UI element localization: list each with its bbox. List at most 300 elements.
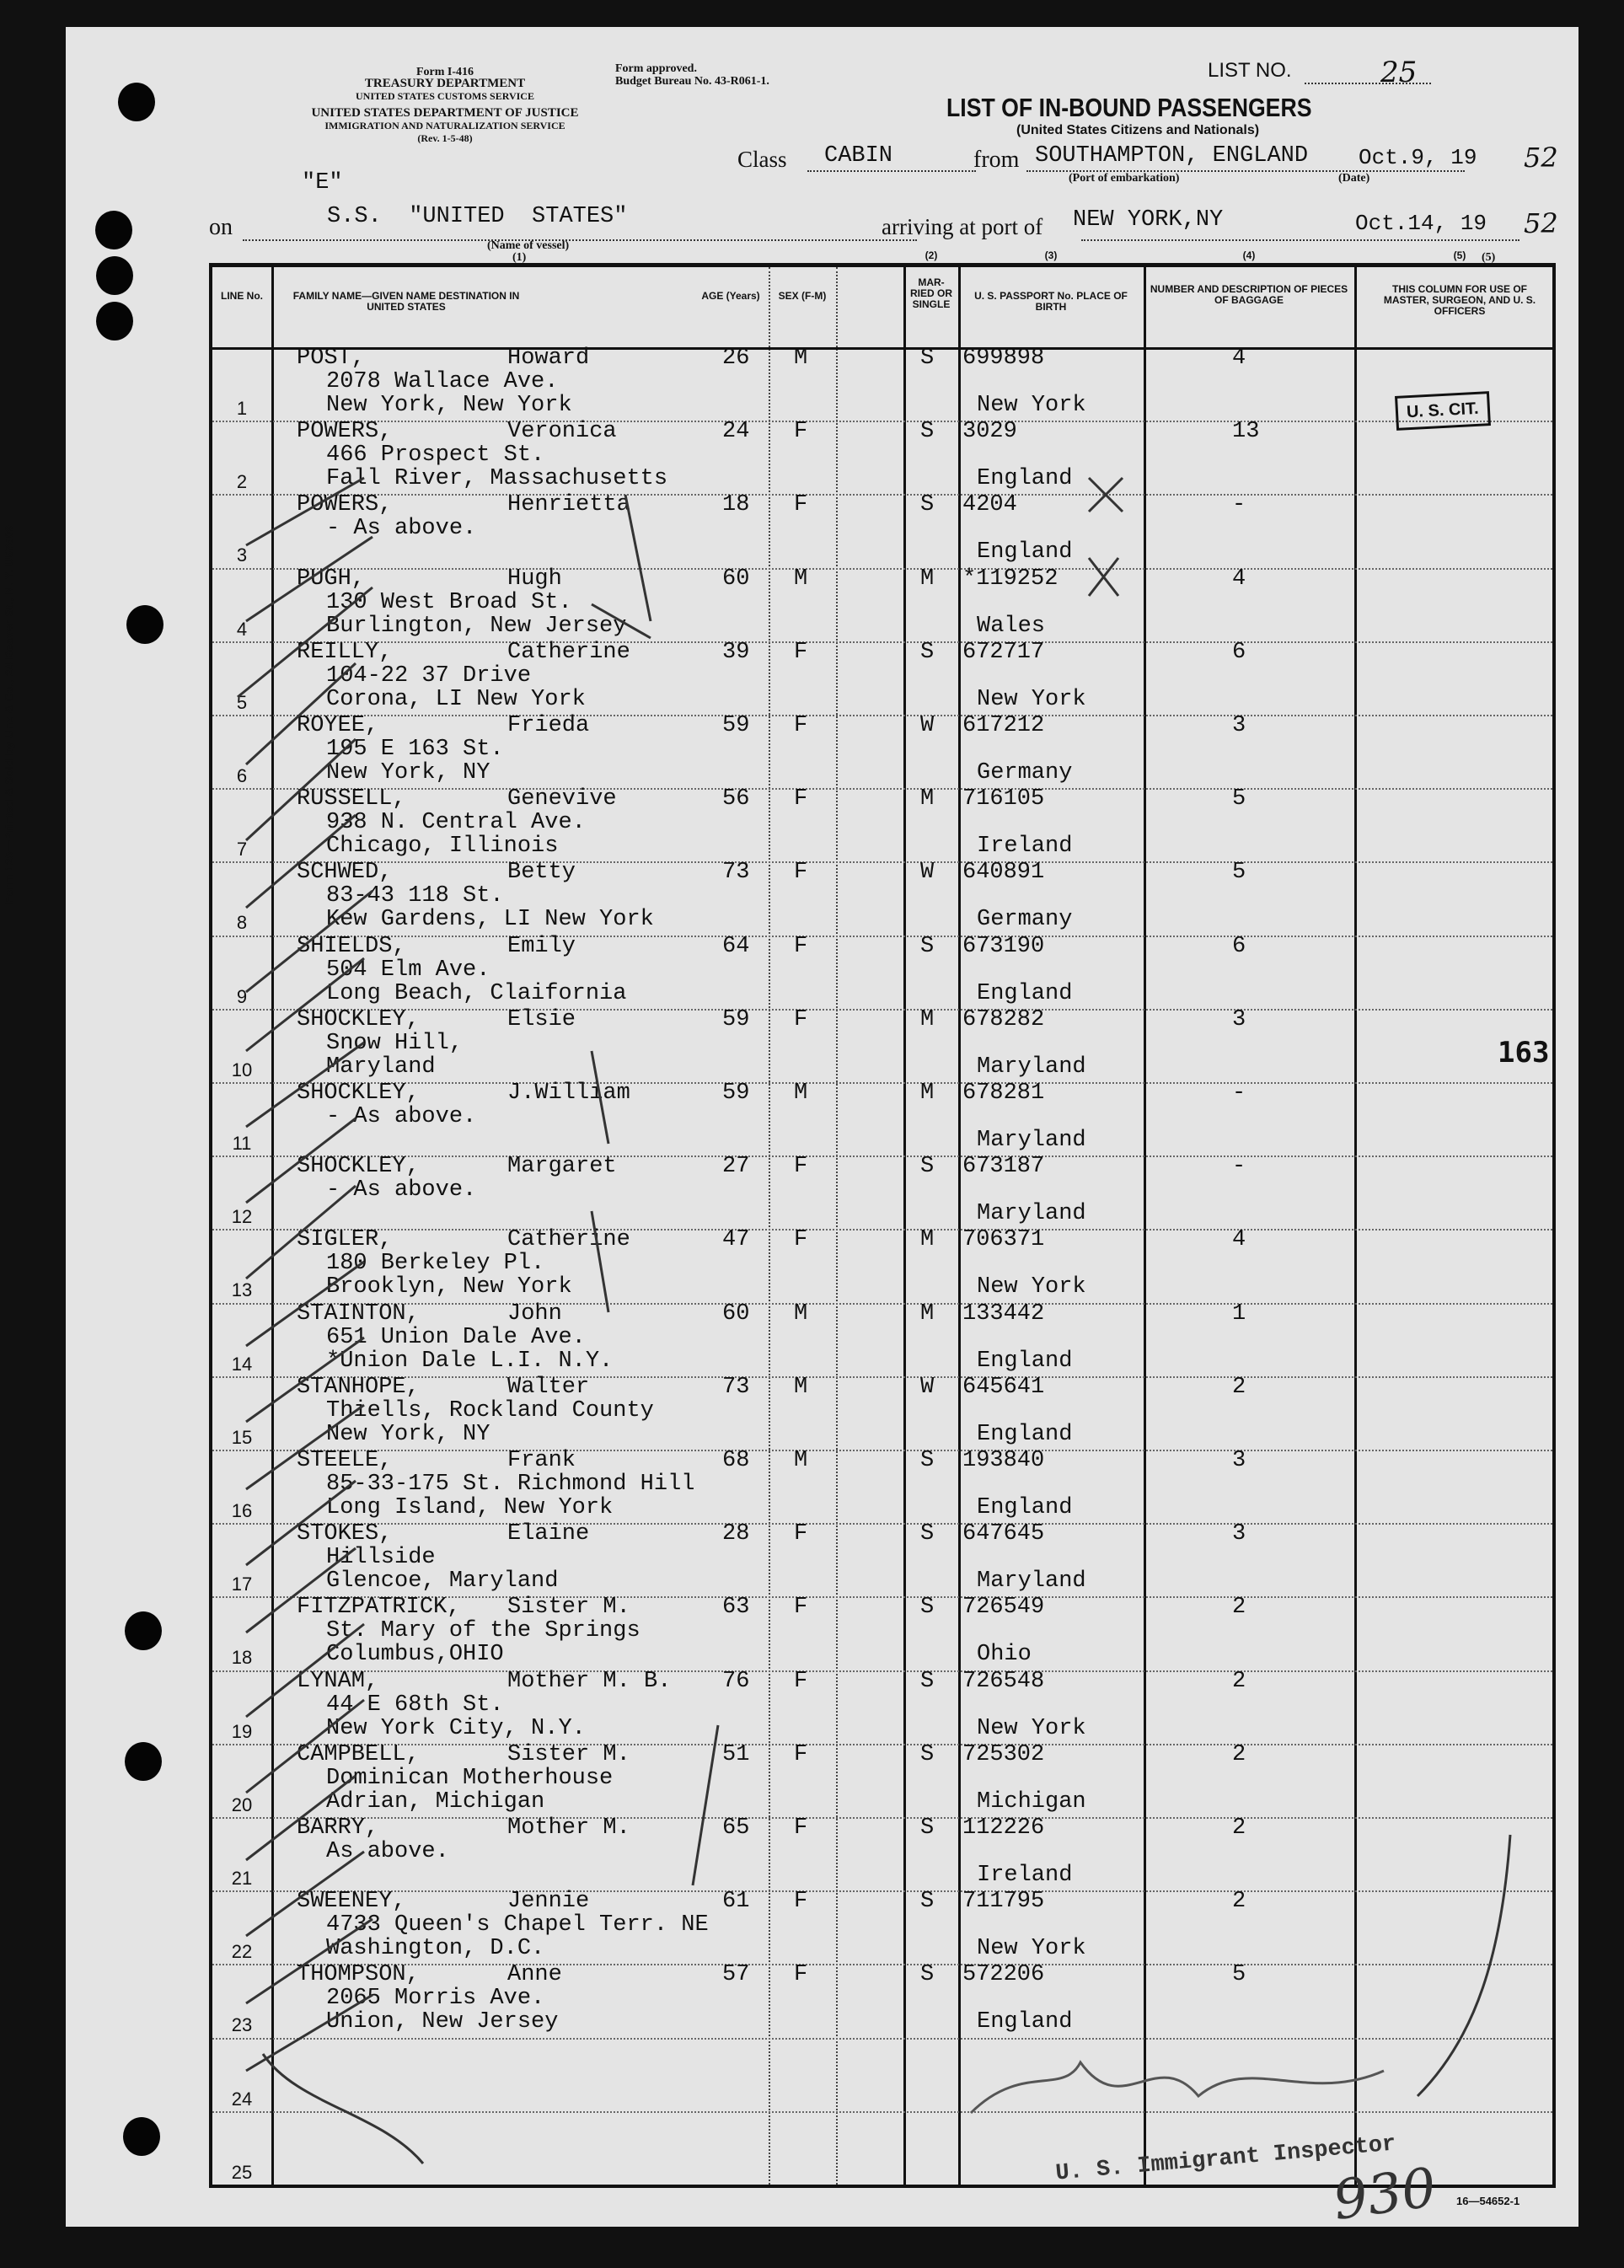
sex: F bbox=[794, 1668, 808, 1694]
baggage-count: 4 bbox=[1232, 566, 1246, 592]
address-line-1: Thiells, Rockland County bbox=[326, 1397, 654, 1424]
place-of-birth: New York bbox=[977, 686, 1086, 712]
given-name: Catherine bbox=[507, 639, 630, 665]
family-name: STAINTON, bbox=[297, 1300, 420, 1327]
address-line-2: Glencoe, Maryland bbox=[326, 1568, 559, 1595]
arriving-year: 52 bbox=[1524, 207, 1558, 239]
passport-number: 112226 bbox=[962, 1815, 1045, 1841]
passport-number: 673187 bbox=[962, 1154, 1045, 1180]
address-line-1: Dominican Motherhouse bbox=[326, 1765, 614, 1791]
address-line-1: 85-33-175 St. Richmond Hill bbox=[326, 1472, 695, 1497]
given-name: Mother M. bbox=[507, 1815, 630, 1841]
family-name: BARRY, bbox=[297, 1815, 379, 1841]
marital-status: S bbox=[920, 1889, 935, 1915]
age: 59 bbox=[722, 713, 750, 738]
col-line-no: LINE No. bbox=[221, 290, 263, 302]
treasury-dept: TREASURY DEPARTMENT bbox=[364, 77, 526, 90]
marital-status: M bbox=[920, 1006, 935, 1032]
sex: F bbox=[794, 1006, 808, 1032]
age: 28 bbox=[722, 1521, 750, 1547]
family-name: SHIELDS, bbox=[297, 933, 406, 959]
address-line-1: Hillside bbox=[326, 1545, 436, 1571]
address-line-1: 466 Prospect St. bbox=[326, 442, 545, 469]
age: 24 bbox=[722, 419, 750, 445]
line-number: 3 bbox=[236, 544, 248, 566]
passport-number: 4204 bbox=[962, 492, 1017, 518]
family-name: PUGH, bbox=[297, 566, 366, 592]
inspector-number: 930 bbox=[1329, 2156, 1440, 2233]
address-line-1: 651 Union Dale Ave. bbox=[326, 1324, 586, 1350]
address-line-2: New York, NY bbox=[326, 1421, 490, 1447]
age: 60 bbox=[722, 1300, 750, 1327]
address-line-1: - As above. bbox=[326, 516, 477, 542]
age: 39 bbox=[722, 639, 750, 665]
punch-hole bbox=[126, 605, 163, 644]
place-of-birth: Maryland bbox=[977, 1054, 1086, 1080]
passport-number: 673190 bbox=[962, 933, 1045, 959]
place-of-birth: New York bbox=[977, 1274, 1086, 1300]
punch-hole bbox=[125, 1611, 162, 1650]
marital-status: S bbox=[920, 1962, 935, 1988]
from-label: from bbox=[973, 147, 1020, 173]
form-approved: Form approved. bbox=[615, 62, 697, 75]
sex: F bbox=[794, 1595, 808, 1621]
punch-hole bbox=[125, 1742, 162, 1781]
place-of-birth: Maryland bbox=[977, 1201, 1086, 1227]
place-of-birth: New York bbox=[977, 1936, 1086, 1962]
family-name: SHOCKLEY, bbox=[297, 1006, 420, 1032]
line-number: 10 bbox=[231, 1059, 253, 1080]
address-line-1: 4733 Queen's Chapel Terr. NE bbox=[326, 1912, 709, 1938]
address-line-2: Washington, D.C. bbox=[326, 1936, 545, 1962]
us-citizen-stamp: U. S. CIT. bbox=[1395, 391, 1491, 431]
address-line-1: 83-43 118 St. bbox=[326, 883, 504, 909]
marital-status: S bbox=[920, 1521, 935, 1547]
baggage-count: 2 bbox=[1232, 1668, 1246, 1694]
place-of-birth: Maryland bbox=[977, 1128, 1086, 1153]
given-name: Sister M. bbox=[507, 1741, 630, 1767]
place-of-birth: England bbox=[977, 2009, 1073, 2035]
inspector-stamp: U. S. Immigrant Inspector bbox=[1054, 2131, 1397, 2187]
passport-number: 193840 bbox=[962, 1448, 1045, 1473]
given-name: Elsie bbox=[507, 1006, 576, 1032]
given-name: Margaret bbox=[507, 1154, 617, 1180]
class-value: CABIN bbox=[824, 143, 893, 169]
line-number: 2 bbox=[236, 471, 248, 493]
line-number: 20 bbox=[231, 1793, 253, 1815]
given-name: Elaine bbox=[507, 1521, 590, 1547]
baggage-count: 6 bbox=[1232, 639, 1246, 665]
marital-status: S bbox=[920, 1595, 935, 1621]
col-baggage: NUMBER AND DESCRIPTION OF PIECES OF BAGGAGE bbox=[1150, 283, 1348, 306]
on-label: on bbox=[209, 214, 233, 240]
family-name: LYNAM, bbox=[297, 1668, 379, 1694]
marital-status: S bbox=[920, 346, 935, 371]
from-date: Oct.9, 19 bbox=[1359, 145, 1477, 170]
baggage-count: 3 bbox=[1232, 1006, 1246, 1032]
vessel-name: S.S. "UNITED STATES" bbox=[327, 204, 628, 229]
passport-number: 711795 bbox=[962, 1889, 1045, 1915]
line-number: 6 bbox=[236, 765, 248, 786]
ins-service: IMMIGRATION AND NATURALIZATION SERVICE bbox=[324, 120, 565, 131]
line-number: 8 bbox=[236, 912, 248, 934]
place-of-birth: Germany bbox=[977, 760, 1073, 785]
col-married: MAR- RIED OR SINGLE bbox=[909, 276, 952, 310]
marital-status: W bbox=[920, 713, 935, 738]
family-name: SHOCKLEY, bbox=[297, 1080, 420, 1106]
marital-status: S bbox=[920, 492, 935, 518]
line-number: 12 bbox=[231, 1206, 253, 1228]
pencil-annotations bbox=[212, 267, 1552, 2185]
age: 60 bbox=[722, 566, 750, 592]
address-line-2: Union, New Jersey bbox=[326, 2009, 559, 2035]
customs-service: UNITED STATES CUSTOMS SERVICE bbox=[356, 90, 534, 102]
passport-number: 678281 bbox=[962, 1080, 1045, 1106]
age: 65 bbox=[722, 1815, 750, 1841]
budget-bureau: Budget Bureau No. 43-R061-1. bbox=[615, 75, 769, 88]
baggage-count: 2 bbox=[1232, 1595, 1246, 1621]
baggage-count: 3 bbox=[1232, 1521, 1246, 1547]
passport-number: 706371 bbox=[962, 1227, 1045, 1253]
passport-number: *119252 bbox=[962, 566, 1059, 592]
revision: (Rev. 1-5-48) bbox=[417, 132, 473, 144]
marital-status: S bbox=[920, 1815, 935, 1841]
sex: M bbox=[794, 566, 808, 592]
port-caption: (Port of embarkation) bbox=[1069, 172, 1180, 185]
sex: F bbox=[794, 639, 808, 665]
address-line-2: Long Island, New York bbox=[326, 1495, 614, 1520]
baggage-count: 3 bbox=[1232, 713, 1246, 738]
place-of-birth: New York bbox=[977, 1715, 1086, 1741]
passenger-list-page: Form 125—Printed & Sold by Unz & Co., 24 Beaver St., N. Y. U57509 Form I-416 TREASURY DEPARTMENT UNITED STATES CUSTOMS SERVICE UNITED STATES DEPARTMENT OF JUSTICE IMMIGRATION AND NATURALIZATION SERVICE (Rev. 1-5-48) Form approved. Budget Bureau No. 43-R061-1. LIST NO. 25 LIST OF IN-BOUND PASSENGERS (United States Citizens and Nationals) Class CABIN from SOUTHAMPTON, ENGLAND Oct.9, 19 52 (Port of embarkation) (Date) "E" on S.S. "UNITED STATES" (Name of vessel) (1) arriving at port of NEW YORK,NY Oct.14, 19 52 (5) LINE No. FAMILY NAME—GIVEN NAME DESTINATION IN UNITED STATES AGE (Years) SEX (F-M) MAR- RIED OR SINGLE (2) U. S. PASSPORT No. PLACE OF BIRTH (3) NUMBER AND DESCRIPTION OF PIECES OF BAGGAGE (4) THIS COLUMN FOR USE OF MASTER, SURGEON, AND U. S. OFFICERS (5) 1 POST, Howard 26 M 2078 Wallace Ave. New York, New York S 699898 New York 4 2 POWERS, Veronica 24 F 466 Prospect St. Fall River, Massachusetts S 3029 England 13 3 POWERS, Henrietta 18 F - As above. S 4204 England - 4 PUGH, Hugh 60 M 130 West Broad St. Burlington, New Jersey M *119252 Wales 4 5 REILLY, Catherine 39 F 104-22 37 Drive Corona, LI New York S 672717 New York 6 6 ROYEE, Frieda 59 F 195 E 163 St. New York, NY W 617212 Germany 3 7 RUSSELL, Genevive 56 F 938 N. Central Ave. Chicago, Illinois M 716105 Ireland 5 8 SCHWED, Betty 73 F 83-43 118 St. Kew Gardens, LI New York W 640891 Germany 5 9 SHIELDS, Emily 64 F 504 Elm Ave. Long Beach, Claifornia S 673190 England 6 10 SHOCKLEY, Elsie 59 F Snow Hill, Maryland M 678282 Maryland 3 11 SHOCKLEY, J.William 59 M - As above. M 678281 Maryland - 12 SHOCKLEY, Margaret 27 F - As above. S 673187 Maryland - 13 SIGLER, Catherine 47 F 180 Berkeley Pl. Brooklyn, New York M 706371 New York 4 14 STAINTON, John 60 M 651 Union Dale Ave. *Union Dale L.I. N.Y. M 133442 England 1 15 STANHOPE, Walter 73 M Thiells, Rockland County New York, NY W 645641 England 2 16 STEELE, Frank 68 M 85-33-175 St. Richmond Hill Long Island, New York S 193840 England 3 17 STOKES, Elaine 28 F Hillside Glencoe, Maryland S 647645 Maryland 3 18 FITZPATRICK, Sister M. 63 F St. Mary of the Springs Columbus,OHIO S 726549 Ohio 2 19 LYNAM, Mother M. B. 76 F 44 E 68th St. New York City, N.Y. S 726548 New York 2 20 CAMPBELL, Sister M. 51 F Dominican Motherhouse Adrian, Michigan S 725302 Michigan 2 21 BARRY, Mother M. 65 F As above. S 112226 Ireland 2 22 SWEENEY, Jennie 61 F 4733 Queen's Chapel Terr. NE Washington, D.C. S 711795 New York 2 23 THOMPSON, Anne 57 F 2065 Morris Ave. Union, New Jersey S 572206 England 5 24 25 U. S. CIT. 163 U. S. Immigrant Inspector 930 16—54652-1 bbox=[66, 27, 1578, 2227]
sex: F bbox=[794, 1154, 808, 1180]
vessel-col-number: (1) bbox=[512, 251, 527, 264]
family-name: SCHWED, bbox=[297, 860, 393, 886]
given-name: John bbox=[507, 1300, 562, 1327]
justice-dept: UNITED STATES DEPARTMENT OF JUSTICE bbox=[311, 106, 579, 120]
marital-status: S bbox=[920, 639, 935, 665]
passport-number: 726549 bbox=[962, 1595, 1045, 1621]
age: 56 bbox=[722, 786, 750, 812]
address-line-1: 44 E 68th St. bbox=[326, 1692, 504, 1718]
address-line-1: 104-22 37 Drive bbox=[326, 662, 532, 689]
sex: F bbox=[794, 713, 808, 738]
given-name: Catherine bbox=[507, 1227, 630, 1253]
family-name: STANHOPE, bbox=[297, 1374, 420, 1400]
address-line-1: 130 West Broad St. bbox=[326, 589, 572, 615]
sex: M bbox=[794, 346, 808, 371]
punch-hole bbox=[95, 211, 132, 249]
place-of-birth: England bbox=[977, 539, 1073, 566]
date-col-number: (5) bbox=[1482, 251, 1496, 264]
given-name: Veronica bbox=[507, 419, 617, 445]
passenger-count: 163 bbox=[1498, 1036, 1550, 1070]
line-number: 16 bbox=[231, 1500, 253, 1521]
line-number: 1 bbox=[236, 398, 248, 419]
col-officers: THIS COLUMN FOR USE OF MASTER, SURGEON, AND U. S. OFFICERS bbox=[1383, 283, 1536, 317]
date-caption: (Date) bbox=[1338, 172, 1370, 185]
age: 59 bbox=[722, 1080, 750, 1106]
given-name: Anne bbox=[507, 1962, 562, 1988]
marital-status: S bbox=[920, 419, 935, 445]
address-line-2: Long Beach, Claifornia bbox=[326, 980, 627, 1006]
address-line-2: Columbus,OHIO bbox=[326, 1642, 504, 1668]
baggage-count: 3 bbox=[1232, 1448, 1246, 1473]
age: 27 bbox=[722, 1154, 750, 1180]
col-passport-num: (3) bbox=[1044, 249, 1058, 261]
baggage-count: 5 bbox=[1232, 1962, 1246, 1988]
given-name: Jennie bbox=[507, 1889, 590, 1915]
punch-hole bbox=[96, 302, 133, 340]
marital-status: M bbox=[920, 1080, 935, 1106]
line-number: 5 bbox=[236, 691, 248, 713]
place-of-birth: England bbox=[977, 1495, 1073, 1520]
given-name: Hugh bbox=[507, 566, 562, 592]
address-line-2: Burlington, New Jersey bbox=[326, 613, 627, 639]
line-number: 14 bbox=[231, 1353, 253, 1375]
tally-marks bbox=[238, 478, 1510, 2163]
arriving-date: Oct.14, 19 bbox=[1355, 211, 1487, 236]
address-line-1: - As above. bbox=[326, 1177, 477, 1204]
col-officers-num: (5) bbox=[1453, 249, 1466, 261]
line-number: 22 bbox=[231, 1941, 253, 1963]
passport-number: 716105 bbox=[962, 786, 1045, 812]
col-baggage-num: (4) bbox=[1242, 249, 1256, 261]
line-number: 17 bbox=[231, 1574, 253, 1595]
baggage-count: - bbox=[1232, 1154, 1246, 1180]
address-line-1: 195 E 163 St. bbox=[326, 737, 504, 762]
punch-hole bbox=[118, 83, 155, 121]
vessel-caption: (Name of vessel) bbox=[487, 239, 570, 252]
place-of-birth: Maryland bbox=[977, 1568, 1086, 1595]
sex: F bbox=[794, 419, 808, 445]
place-of-birth: England bbox=[977, 1421, 1073, 1447]
footer-code: 16—54652-1 bbox=[1456, 2195, 1520, 2207]
given-name: Howard bbox=[507, 346, 590, 371]
col-name: FAMILY NAME—GIVEN NAME DESTINATION IN UNITED STATES bbox=[292, 290, 520, 313]
place-of-birth: England bbox=[977, 1348, 1073, 1374]
place-of-birth: Ohio bbox=[977, 1642, 1032, 1668]
baggage-count: - bbox=[1232, 492, 1246, 518]
sex: M bbox=[794, 1448, 808, 1473]
given-name: Henrietta bbox=[507, 492, 630, 518]
arriving-label: arriving at port of bbox=[882, 214, 1043, 239]
line-number: 21 bbox=[231, 1868, 253, 1889]
address-line-2: New York City, N.Y. bbox=[326, 1715, 586, 1741]
place-of-birth: Germany bbox=[977, 907, 1073, 933]
sex: F bbox=[794, 933, 808, 959]
baggage-count: 4 bbox=[1232, 346, 1246, 371]
line-number: 19 bbox=[231, 1720, 253, 1742]
baggage-count: 2 bbox=[1232, 1374, 1246, 1400]
address-line-1: 2078 Wallace Ave. bbox=[326, 369, 559, 394]
baggage-count: 5 bbox=[1232, 860, 1246, 886]
marital-status: S bbox=[920, 1154, 935, 1180]
place-of-birth: Michigan bbox=[977, 1788, 1086, 1815]
given-name: Mother M. B. bbox=[507, 1668, 672, 1694]
family-name: SWEENEY, bbox=[297, 1889, 406, 1915]
sex: F bbox=[794, 1962, 808, 1988]
address-line-2: New York, NY bbox=[326, 760, 490, 785]
address-line-2: Maryland bbox=[326, 1054, 436, 1080]
line-number: 18 bbox=[231, 1647, 253, 1669]
family-name: POST, bbox=[297, 346, 366, 371]
baggage-count: 6 bbox=[1232, 933, 1246, 959]
given-name: Betty bbox=[507, 860, 576, 886]
col-passport: U. S. PASSPORT No. PLACE OF BIRTH bbox=[974, 290, 1128, 313]
line-number: 11 bbox=[232, 1133, 252, 1154]
given-name: Walter bbox=[507, 1374, 590, 1400]
address-line-2: Fall River, Massachusetts bbox=[326, 466, 668, 492]
place-of-birth: England bbox=[977, 466, 1073, 492]
punch-hole bbox=[123, 2117, 160, 2156]
from-year: 52 bbox=[1524, 142, 1558, 174]
passport-number: 133442 bbox=[962, 1300, 1045, 1327]
passport-number: 699898 bbox=[962, 346, 1045, 371]
given-name: Genevive bbox=[507, 786, 617, 812]
address-line-2: Corona, LI New York bbox=[326, 686, 586, 712]
sex: F bbox=[794, 1741, 808, 1767]
marital-status: M bbox=[920, 566, 935, 592]
age: 76 bbox=[722, 1668, 750, 1694]
line-number: 7 bbox=[236, 839, 248, 861]
passport-number: 678282 bbox=[962, 1006, 1045, 1032]
age: 73 bbox=[722, 1374, 750, 1400]
marital-status: M bbox=[920, 1300, 935, 1327]
list-no-value: 25 bbox=[1380, 56, 1418, 89]
age: 18 bbox=[722, 492, 750, 518]
given-name: J.William bbox=[507, 1080, 630, 1106]
baggage-count: 2 bbox=[1232, 1889, 1246, 1915]
list-subtitle: (United States Citizens and Nationals) bbox=[1016, 123, 1260, 137]
marital-status: S bbox=[920, 1741, 935, 1767]
age: 64 bbox=[722, 933, 750, 959]
col-age: AGE (Years) bbox=[701, 290, 760, 302]
address-line-1: As above. bbox=[326, 1839, 449, 1864]
age: 26 bbox=[722, 346, 750, 371]
address-line-1: - As above. bbox=[326, 1104, 477, 1129]
passport-number: 572206 bbox=[962, 1962, 1045, 1988]
passport-number: 3029 bbox=[962, 419, 1017, 445]
arriving-port: NEW YORK,NY bbox=[1073, 207, 1224, 233]
line-number: 24 bbox=[231, 2088, 253, 2110]
age: 61 bbox=[722, 1889, 750, 1915]
punch-hole bbox=[96, 256, 133, 295]
address-line-2: *Union Dale L.I. N.Y. bbox=[326, 1348, 614, 1374]
class-label: Class bbox=[737, 147, 787, 172]
address-line-1: 180 Berkeley Pl. bbox=[326, 1251, 545, 1277]
baggage-count: 5 bbox=[1232, 786, 1246, 812]
sex: F bbox=[794, 1815, 808, 1841]
age: 57 bbox=[722, 1962, 750, 1988]
family-name: THOMPSON, bbox=[297, 1962, 420, 1988]
passport-number: 672717 bbox=[962, 639, 1045, 665]
col-sex: SEX (F-M) bbox=[778, 290, 827, 302]
place-of-birth: New York bbox=[977, 393, 1086, 418]
passport-number: 725302 bbox=[962, 1741, 1045, 1767]
baggage-count: - bbox=[1232, 1080, 1246, 1106]
family-name: RUSSELL, bbox=[297, 786, 406, 812]
sex: F bbox=[794, 492, 808, 518]
line-number: 4 bbox=[236, 618, 248, 640]
address-line-2: Adrian, Michigan bbox=[326, 1788, 545, 1815]
given-name: Emily bbox=[507, 933, 576, 959]
sex: F bbox=[794, 1227, 808, 1253]
line-number: 15 bbox=[231, 1426, 253, 1448]
passport-number: 640891 bbox=[962, 860, 1045, 886]
baggage-count: 1 bbox=[1232, 1300, 1246, 1327]
family-name: FITZPATRICK, bbox=[297, 1595, 461, 1621]
sex: F bbox=[794, 786, 808, 812]
place-of-birth: Ireland bbox=[977, 834, 1073, 860]
age: 47 bbox=[722, 1227, 750, 1253]
address-line-1: Snow Hill, bbox=[326, 1030, 464, 1056]
baggage-count: 13 bbox=[1232, 419, 1260, 445]
age: 68 bbox=[722, 1448, 750, 1473]
address-line-1: 2065 Morris Ave. bbox=[326, 1986, 545, 2012]
baggage-count: 4 bbox=[1232, 1227, 1246, 1253]
passport-number: 726548 bbox=[962, 1668, 1045, 1694]
col-married-num: (2) bbox=[925, 249, 938, 261]
address-line-1: 938 N. Central Ave. bbox=[326, 810, 586, 836]
given-name: Frieda bbox=[507, 713, 590, 738]
marital-status: W bbox=[920, 860, 935, 886]
sex: M bbox=[794, 1374, 808, 1400]
list-title: LIST OF IN-BOUND PASSENGERS bbox=[946, 93, 1312, 122]
place-of-birth: Ireland bbox=[977, 1863, 1073, 1888]
family-name: SHOCKLEY, bbox=[297, 1154, 420, 1180]
family-name: STEELE, bbox=[297, 1448, 393, 1473]
family-name: SIGLER, bbox=[297, 1227, 393, 1253]
given-name: Frank bbox=[507, 1448, 576, 1473]
place-of-birth: England bbox=[977, 980, 1073, 1006]
marital-status: M bbox=[920, 1227, 935, 1253]
sex: M bbox=[794, 1300, 808, 1327]
line-number: 25 bbox=[231, 2161, 253, 2183]
sex: M bbox=[794, 1080, 808, 1106]
passport-number: 645641 bbox=[962, 1374, 1045, 1400]
marital-status: S bbox=[920, 1448, 935, 1473]
line-number: 23 bbox=[231, 2014, 253, 2036]
passport-number: 617212 bbox=[962, 713, 1045, 738]
family-name: POWERS, bbox=[297, 492, 393, 518]
address-line-1: St. Mary of the Springs bbox=[326, 1618, 640, 1644]
sex: F bbox=[794, 860, 808, 886]
given-name: Sister M. bbox=[507, 1595, 630, 1621]
place-of-birth: Wales bbox=[977, 613, 1046, 639]
baggage-count: 2 bbox=[1232, 1741, 1246, 1767]
family-name: REILLY, bbox=[297, 639, 393, 665]
passport-number: 647645 bbox=[962, 1521, 1045, 1547]
address-line-1: 504 Elm Ave. bbox=[326, 957, 490, 983]
marital-status: W bbox=[920, 1374, 935, 1400]
address-line-2: Kew Gardens, LI New York bbox=[326, 907, 654, 933]
address-line-2: Chicago, Illinois bbox=[326, 834, 559, 860]
family-name: POWERS, bbox=[297, 419, 393, 445]
marital-status: M bbox=[920, 786, 935, 812]
from-port: SOUTHAMPTON, ENGLAND bbox=[1035, 143, 1309, 169]
marital-status: S bbox=[920, 933, 935, 959]
baggage-count: 2 bbox=[1232, 1815, 1246, 1841]
form-number: Form I-416 bbox=[415, 66, 474, 78]
marital-status: S bbox=[920, 1668, 935, 1694]
age: 59 bbox=[722, 1006, 750, 1032]
age: 63 bbox=[722, 1595, 750, 1621]
address-line-2: Brooklyn, New York bbox=[326, 1274, 572, 1300]
sex: F bbox=[794, 1889, 808, 1915]
family-name: STOKES, bbox=[297, 1521, 393, 1547]
e-mark: "E" bbox=[302, 170, 343, 196]
